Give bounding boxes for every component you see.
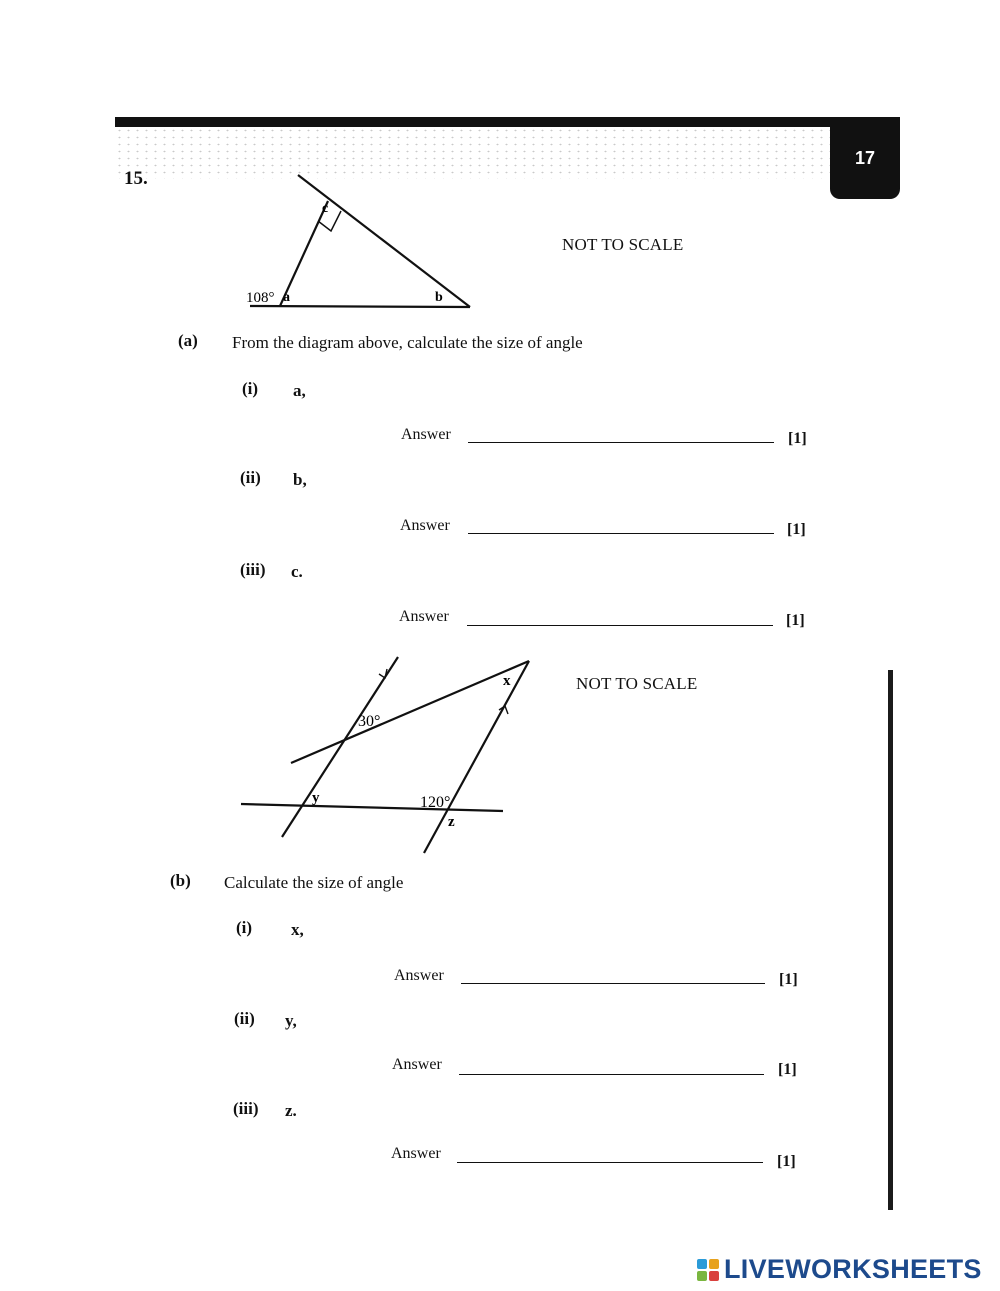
answer-b-i-line[interactable] [461,983,765,984]
answer-b-ii-line[interactable] [459,1074,764,1075]
logo-tile [697,1259,707,1269]
part-b-ii-var: y, [285,1011,297,1030]
answer-label: Answer [392,1056,442,1073]
answer-b-iii-line[interactable] [457,1162,763,1163]
marks: [1] [786,612,805,629]
liveworksheets-logo[interactable] [697,1254,982,1285]
horizontal-line [241,804,503,811]
part-b-i-var: x, [291,920,304,939]
logo-tile [709,1271,719,1281]
answer-label: Answer [401,426,451,443]
part-b-label: (b) [170,871,191,890]
page-number: 17 [854,147,876,168]
answer-label: Answer [399,608,449,625]
answer-a-ii-line[interactable] [468,533,774,534]
label-108: 108° [246,290,275,306]
question-number: 15. [124,168,148,189]
logo-icon [697,1259,719,1281]
marks: [1] [778,1061,797,1078]
logo-text: LIVEWORKSHEETS [724,1254,982,1284]
marks: [1] [787,521,806,538]
answer-label: Answer [394,967,444,984]
label-30: 30° [358,713,381,730]
part-a-ii-num: (ii) [240,468,261,487]
label-a: a [283,290,290,305]
label-y: y [312,790,320,806]
logo-tile [709,1259,719,1269]
part-a-label: (a) [178,331,198,350]
triangle-hypotenuse-line [298,175,470,307]
answer-label: Answer [391,1145,441,1162]
label-z: z [448,814,455,830]
part-a-ii-var: b, [293,470,307,489]
part-b-iii-var: z. [285,1101,297,1120]
answer-a-iii-line[interactable] [467,625,773,626]
marks: [1] [777,1153,796,1170]
answer-label: Answer [400,517,450,534]
transversal-line [291,661,529,763]
part-a-i-num: (i) [242,379,259,398]
answer-a-i-line[interactable] [468,442,774,443]
triangle-diagram [230,165,490,320]
part-b-i-num: (i) [236,918,253,937]
scan-right-edge [888,670,893,1210]
parallel-lines-diagram [235,650,535,860]
label-120: 120° [420,794,451,811]
parallel-line-left [282,657,398,837]
label-x: x [503,673,511,689]
scan-top-border [115,117,900,127]
marks: [1] [779,971,798,988]
parallel-arrow-left [379,669,387,678]
part-a-iii-num: (iii) [240,560,266,579]
part-b-ii-num: (ii) [234,1009,255,1028]
not-to-scale-1: NOT TO SCALE [562,235,684,254]
label-b: b [435,290,443,305]
parallel-line-right [424,661,529,853]
part-a-i-var: a, [293,381,306,400]
part-a-iii-var: c. [291,562,303,581]
part-b-prompt: Calculate the size of angle [224,873,404,892]
logo-tile [697,1271,707,1281]
part-a-prompt: From the diagram above, calculate the size of angle [232,333,583,352]
triangle-base-line [250,306,470,307]
label-c: c [322,201,329,216]
not-to-scale-2: NOT TO SCALE [576,674,698,693]
marks: [1] [788,430,807,447]
page-number-tab [830,117,900,199]
part-b-iii-num: (iii) [233,1099,259,1118]
